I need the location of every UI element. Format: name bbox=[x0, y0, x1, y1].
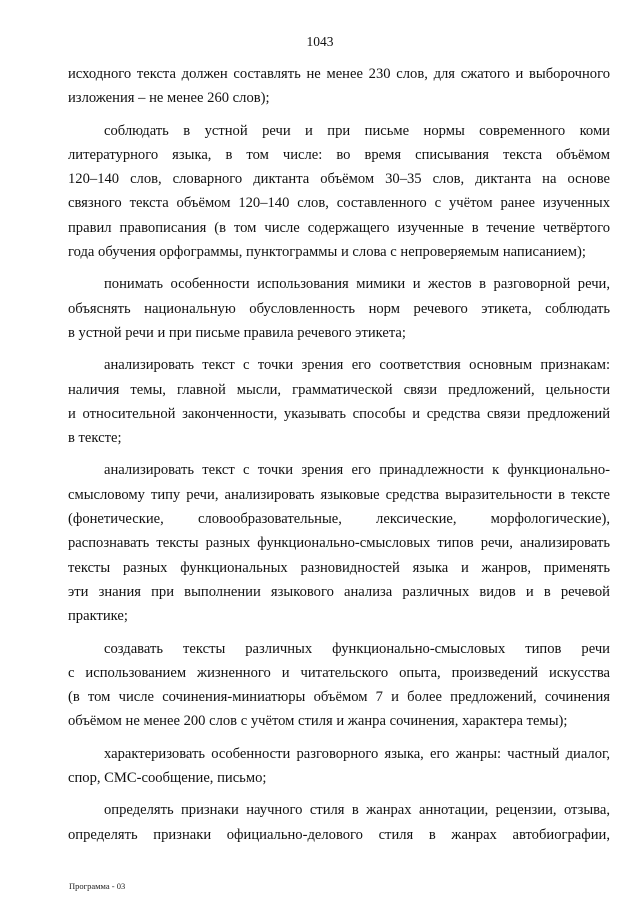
text-line: и относительной законченности, указывать способы и средства связи предложений bbox=[68, 405, 610, 422]
text-line: соблюдать в устной речи и при письме нормы современного коми bbox=[104, 122, 610, 139]
text-line: с использованием жизненного и читательского опыта, произведений искусства bbox=[68, 664, 610, 681]
text-line: года обучения орфограммы, пунктограммы и слова с непроверяемым написанием); bbox=[68, 244, 586, 261]
text-line: практике; bbox=[68, 608, 128, 625]
text-line: наличия темы, главной мысли, грамматической связи предложений, цельности bbox=[68, 381, 610, 398]
text-line: изложения – не менее 260 слов); bbox=[68, 90, 270, 107]
text-line: (в том числе сочинения-миниатюры объёмом 7 и более предложений, сочинения bbox=[68, 689, 610, 706]
text-line: исходного текста должен составлять не менее 230 слов, для сжатого и выборочного bbox=[68, 66, 610, 82]
text-line: в устной речи и при письме правила речевого этикета; bbox=[68, 324, 406, 341]
text-line: объёмом не менее 200 слов с учётом стиля и жанра сочинения, характера темы); bbox=[68, 713, 568, 730]
document-body bbox=[68, 62, 610, 855]
paragraph bbox=[68, 119, 610, 265]
paragraph bbox=[68, 353, 610, 450]
text-line: 120–140 слов, словарного диктанта объёмом 30–35 слов, диктанта на основе bbox=[68, 171, 610, 188]
page-number: 1043 bbox=[306, 34, 334, 49]
footer-label: Программа - 03 bbox=[69, 881, 126, 891]
text-line: связного текста объёмом 120–140 слов, составленного с учётом ранее изученных bbox=[68, 195, 610, 212]
text-line: тексты разных функциональных разновидностей языка и жанров, применять bbox=[68, 559, 610, 576]
text-line: определять признаки официально-делового стиля в жанрах автобиографии, bbox=[68, 826, 610, 843]
text-line: (фонетические, словообразовательные, лексические, морфологические), bbox=[68, 511, 610, 528]
text-line: литературного языка, в том числе: во время списывания текста объёмом bbox=[68, 146, 610, 163]
text-line: спор, СМС-сообщение, письмо; bbox=[68, 770, 267, 787]
paragraph bbox=[68, 62, 610, 111]
paragraph bbox=[68, 272, 610, 345]
paragraph bbox=[68, 798, 610, 847]
text-line: правил правописания (в том числе содержащего изученные в течение четвёртого bbox=[68, 219, 610, 236]
paragraph bbox=[68, 742, 610, 791]
text-line: эти знания при выполнении языкового анализа различных видов и в речевой bbox=[68, 583, 610, 600]
text-line: определять признаки научного стиля в жанрах аннотации, рецензии, отзыва, bbox=[104, 802, 610, 819]
paragraph bbox=[68, 637, 610, 734]
text-line: понимать особенности использования мимики и жестов в разговорной речи, bbox=[104, 276, 610, 293]
text-line: создавать тексты различных функционально-смысловых типов речи bbox=[104, 640, 610, 657]
text-line: анализировать текст с точки зрения его соответствия основным признакам: bbox=[104, 357, 610, 374]
text-line: смысловому типу речи, анализировать языковые средства выразительности в тексте bbox=[68, 486, 610, 503]
text-line: объяснять национальную обусловленность норм речевого этикета, соблюдать bbox=[68, 300, 610, 317]
text-line: в тексте; bbox=[68, 430, 122, 447]
text-line: анализировать текст с точки зрения его принадлежности к функционально- bbox=[104, 462, 610, 479]
text-line: распознавать тексты разных функционально-смысловых типов речи, анализировать bbox=[68, 535, 610, 552]
paragraph bbox=[68, 458, 610, 628]
text-line: характеризовать особенности разговорного языка, его жанры: частный диалог, bbox=[104, 745, 610, 762]
